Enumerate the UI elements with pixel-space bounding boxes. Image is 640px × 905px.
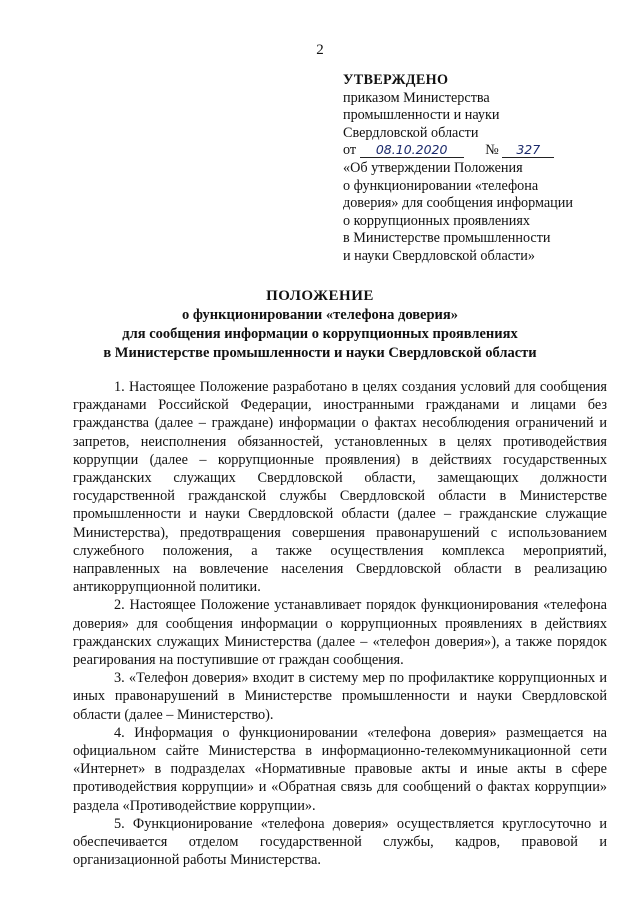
approval-line: приказом Министерства <box>343 89 490 106</box>
page-number: 2 <box>316 42 324 58</box>
approval-subject-line: о коррупционных проявлениях <box>343 212 530 229</box>
from-label: от <box>343 142 357 159</box>
paragraph-4: 4. Информация о функционировании «телефона доверия» размещается на официальном сайте Министерства в информационно-телекоммуникационной сети «Интернет» в подразделах «Нормативные правовые акты и иные акты в сфере противодействия коррупции» и «Обратная связь для сообщений о фактах коррупции» раздела «Противодействие коррупции». <box>73 724 607 814</box>
document-subtitle-line: о функционировании «телефона доверия» <box>182 307 458 323</box>
approval-line: Свердловской области <box>343 124 479 141</box>
approval-subject-line: о функционировании «телефона <box>343 177 539 194</box>
document-subtitle-line: для сообщения информации о коррупционных проявлениях <box>122 326 518 342</box>
approval-block <box>343 72 623 266</box>
approval-line: промышленности и науки <box>343 107 500 124</box>
paragraph-5: 5. Функционирование «телефона доверия» осуществляется круглосуточно и обеспечивается отделом государственной службы, кадров, правовой и организационной работы Министерства. <box>73 815 607 869</box>
approval-subject-line: в Министерстве промышленности <box>343 230 551 247</box>
approval-subject-line: доверия» для сообщения информации <box>343 195 573 212</box>
paragraph-1: 1. Настоящее Положение разработано в целях создания условий для сообщения гражданами Российской Федерации, иностранными гражданами и лицами без гражданства (далее – граждане) информации о фактах несоблюдения ограничений и запретов, неисполнения обязанностей, установленных в целях противодействия коррупции (далее – коррупционные проявления) в действиях государственных гражданских служащих Свердловской области, замещающих должности государственной гражданской службы Свердловской области в Министерстве промышленности и науки Свердловской области (далее – гражданские служащие Министерства), предотвращения совершения правонарушений с использованием служебного положения, а также осуществления комплекса мероприятий, направленных на вовлечение населения Свердловской области в реализацию антикоррупционной политики. <box>73 379 607 596</box>
document-subtitle-line: в Министерстве промышленности и науки Свердловской области <box>103 345 537 361</box>
document-title: ПОЛОЖЕНИЕ <box>266 288 374 304</box>
approval-title: УТВЕРЖДЕНО <box>343 72 449 88</box>
number-label: № <box>485 142 499 159</box>
paragraph-3: 3. «Телефон доверия» входит в систему мер по профилактике коррупционных и иных правонарушений в Министерстве промышленности и науки Свердловской области (далее – Министерство). <box>73 670 607 723</box>
handwritten-number: 327 <box>502 143 554 158</box>
approval-subject-line: и науки Свердловской области» <box>343 247 535 264</box>
paragraph-2: 2. Настоящее Положение устанавливает порядок функционирования «телефона доверия» для сообщения информации о коррупционных проявлениях в действиях гражданских служащих Министерства (далее – «телефон доверия»), а также порядок реагирования на поступившие от граждан сообщения. <box>73 597 607 669</box>
approval-subject-line: «Об утверждении Положения <box>343 159 523 176</box>
approval-date-line <box>343 142 623 160</box>
document-body <box>73 378 607 869</box>
handwritten-date: 08.10.2020 <box>360 143 464 158</box>
document-heading <box>0 287 640 363</box>
